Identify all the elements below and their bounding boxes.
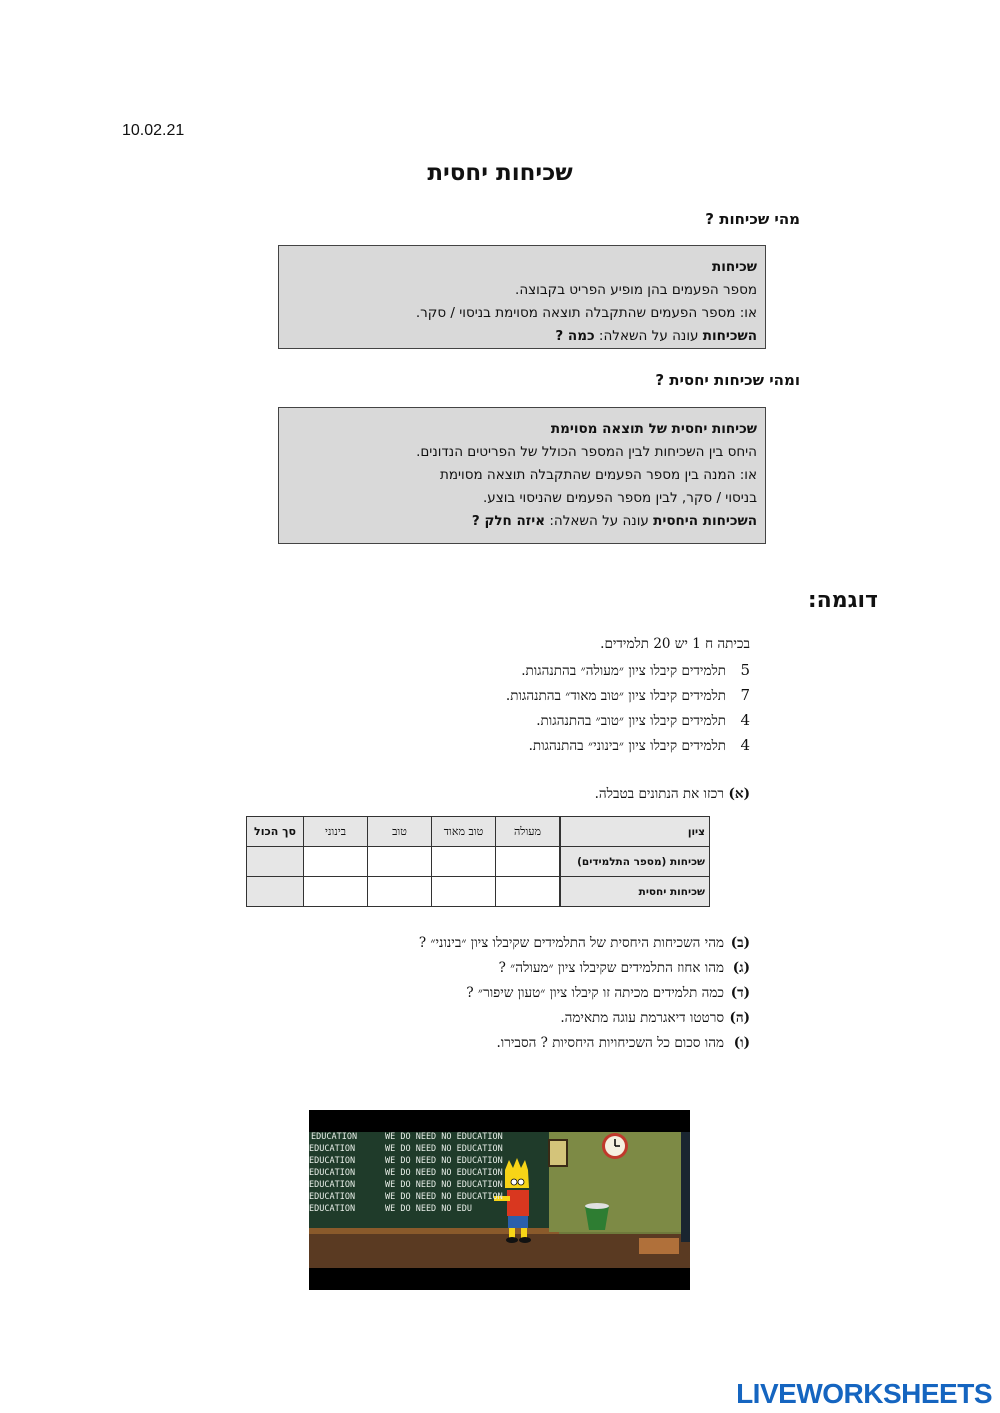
question-item [190,1010,750,1026]
answer-cell[interactable] [368,877,432,907]
task-a [190,786,750,802]
question-what-is-relative-frequency: ומהי שכיחות יחסית ? [655,371,800,389]
column-header: טוב [368,817,432,847]
question-text: מהו אחוז התלמידים שקיבלו ציון ״מעולה״ ? [498,960,724,976]
frequency-table [246,816,710,907]
table-row [247,877,710,907]
box2-line2: או: המנה בין מספר הפעמים שהתקבלה תוצאה מסוימת [439,467,757,483]
example-title: דוגמה: [807,588,878,613]
definition-box-frequency [278,245,766,349]
question-item [190,985,750,1001]
example-row-count: 5 [740,661,750,679]
box1-line3-bold: השכיחות [702,328,757,344]
row-header-relative-frequency: שכיחות יחסית [560,877,710,907]
answer-cell[interactable] [496,877,561,907]
box2-heading: שכיחות יחסית של תוצאה מסוימת [550,421,757,437]
box2-line3: בניסוי / סקר, לבין מספר הפעמים שהניסוי בוצע. [482,490,757,506]
question-what-is-frequency: מהי שכיחות ? [705,210,800,228]
question-text: סרטטו דיאגרמת עוגה מתאימה. [560,1010,724,1026]
box1-line3-rest: עונה על השאלה: [594,328,703,344]
answer-cell[interactable] [304,847,368,877]
box1-heading: שכיחות [712,259,757,275]
example-row-text: תלמידים קיבלו ציון ״מעולה״ בהתנהגות. [521,663,726,679]
example-row [190,686,750,704]
question-label: (ב) [730,935,750,951]
date: 10.02.21 [122,122,185,139]
chalkboard-line: EDUCATION [309,1192,356,1202]
question-label: (ו) [733,1035,750,1051]
answer-cell[interactable] [432,877,496,907]
liveworksheets-logo[interactable] [736,1378,992,1410]
example-row [190,736,750,754]
chalkboard-line: WE DO NEED NO EDUCATION [385,1156,503,1166]
example-row [190,661,750,679]
answer-cell[interactable] [368,847,432,877]
chalkboard-line: WE DO NEED NO EDU [385,1204,472,1214]
box1-line2: או: מספר הפעמים שהתקבלה תוצאה מסוימת בניסוי / סקר. [415,305,757,321]
row-header-grade: ציון [560,817,710,847]
column-header: טוב מאוד [432,817,496,847]
chalkboard-line: EDUCATION [309,1204,356,1214]
task-a-label: (א) [728,786,750,802]
answer-cell[interactable] [496,847,561,877]
question-label: (ה) [729,1010,750,1026]
task-a-text: רכזו את הנתונים בטבלה. [594,786,724,802]
chalkboard-line: WE DO NEED NO EDUCATION [385,1144,503,1154]
column-header: בינוני [304,817,368,847]
question-text: מהי השכיחות היחסית של התלמידים שקיבלו ציון ״בינוני״ ? [418,935,724,951]
chalkboard-line: EDUCATION [309,1168,356,1178]
chalkboard-line: WE DO NEED NO EDUCATION [385,1168,503,1178]
chalkboard-line: WE DO NEED NO EDUCATION [385,1180,503,1190]
chalkboard-line: WE DO NEED NO EDUCATION [385,1132,503,1142]
box2-line4 [287,510,757,533]
box2-line4-answer: איזה חלק ? [471,513,546,529]
answer-cell[interactable] [432,847,496,877]
example-row-text: תלמידים קיבלו ציון ״בינוני״ בהתנהגות. [528,738,726,754]
answer-cell-total[interactable] [247,847,304,877]
box2-line4-bold: השכיחות היחסית [653,513,757,529]
box1-line1: מספר הפעמים בהן מופיע הפריט בקבוצה. [515,282,757,298]
box1-line3 [287,325,757,348]
box1-line3-answer: כמה ? [555,328,595,344]
example-row-text: תלמידים קיבלו ציון ״טוב מאוד״ בהתנהגות. [505,688,726,704]
chalkboard-line: EDUCATION [309,1156,356,1166]
example-row-count: 4 [740,736,750,754]
page-title: שכיחות יחסית [427,160,573,186]
question-item [190,960,750,976]
example-intro: בכיתה ח 1 יש 20 תלמידים. [600,636,750,652]
question-item [190,1035,750,1051]
answer-cell-total[interactable] [247,877,304,907]
example-row [190,711,750,729]
box2-line1: היחס בין השכיחות לבין המספר הכולל של הפריטים הנדונים. [416,444,757,460]
classroom-scene-illustration [309,1110,690,1290]
chalkboard-line: EDUCATION [309,1180,356,1190]
answer-cell[interactable] [304,877,368,907]
example-row-count: 7 [740,686,750,704]
example-row-count: 4 [740,711,750,729]
question-label: (ג) [732,960,750,976]
example-row-text: תלמידים קיבלו ציון ״טוב״ בהתנהגות. [536,713,726,729]
table-row [247,847,710,877]
row-header-frequency: שכיחות (מספר התלמידים) [560,847,710,877]
cartoon-chalkboard-image [309,1110,690,1290]
chalkboard-line: WE DO NEED NO EDUCATION [385,1192,503,1202]
column-header: מעולה [496,817,561,847]
definition-box-relative-frequency [278,407,766,544]
table-row [247,817,710,847]
chalkboard-line: EDUCATION [309,1144,356,1154]
box2-line4-rest: עונה על השאלה: [545,513,654,529]
question-label: (ד) [730,985,750,1001]
question-text: כמה תלמידים מכיתה זו קיבלו ציון ״טעון שיפור״ ? [466,985,724,1001]
question-text: מהו סכום כל השכיחויות היחסיות ? הסבירו. [496,1035,724,1051]
column-header-total: סך הכול [247,817,304,847]
chalkboard-line: EDUCATION [311,1132,358,1142]
brand-text: LIVEWORKSHEETS [736,1378,992,1409]
question-item [190,935,750,951]
